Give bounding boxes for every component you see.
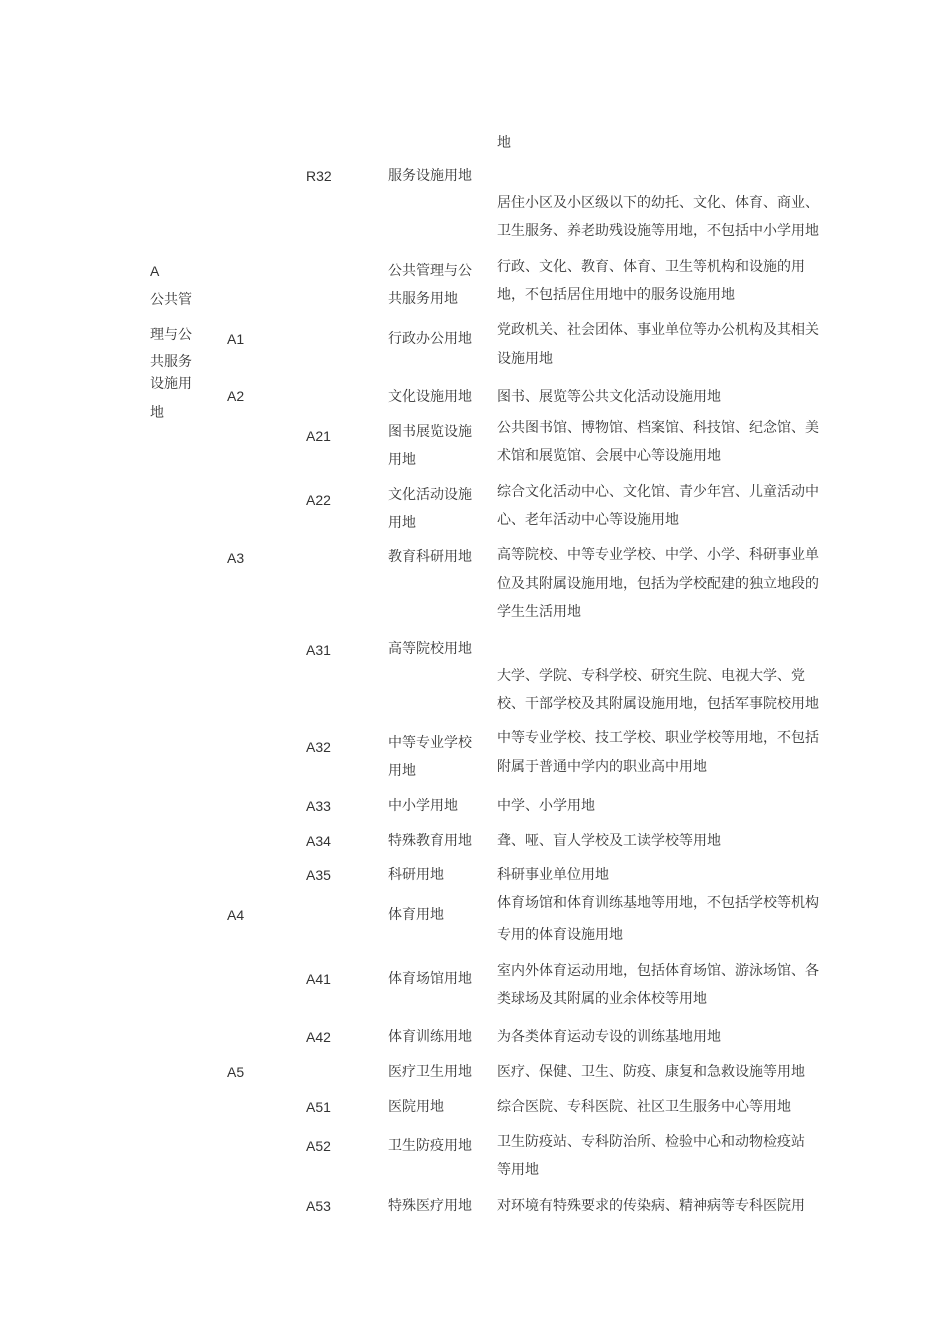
land-code: A5 [227,1064,245,1080]
land-code: A2 [227,388,245,404]
land-code: A35 [306,867,331,883]
land-description-line: 等用地 [497,1162,539,1178]
land-description-line: 校、干部学校及其附属设施用地，包括军事院校用地 [497,696,819,712]
land-description-line: 专用的体育设施用地 [497,927,623,943]
land-description-line: 学生生活用地 [497,604,581,620]
land-description-line: 心、老年活动中心等设施用地 [497,512,679,528]
land-name: 行政办公用地 [388,331,472,347]
land-description-line: 行政、文化、教育、体育、卫生等机构和设施的用 [497,259,805,275]
land-name-line: 中等专业学校 [388,735,472,751]
land-code: A1 [227,331,245,347]
land-name: 文化设施用地 [388,389,472,405]
land-code: A4 [227,907,245,923]
land-description-line: 对环境有特殊要求的传染病、精神病等专科医院用 [497,1198,805,1214]
land-description-line: 附属于普通中学内的职业高中用地 [497,759,707,775]
land-description-line: 设施用地 [497,351,553,367]
land-description-line: 医疗、保健、卫生、防疫、康复和急救设施等用地 [497,1064,805,1080]
land-code: A42 [306,1029,331,1045]
land-name-line: 文化活动设施 [388,487,472,503]
land-code: A22 [306,492,331,508]
major-category-code: A [150,263,160,279]
land-description-line: 大学、学院、专科学校、研究生院、电视大学、党 [497,668,805,684]
land-name: 科研用地 [388,867,444,883]
land-name: 卫生防疫用地 [388,1138,472,1154]
land-description-line: 综合文化活动中心、文化馆、青少年宫、儿童活动中 [497,484,819,500]
land-name: 体育用地 [388,907,444,923]
major-category-name-line: 地 [150,405,164,421]
land-description-line: 居住小区及小区级以下的幼托、文化、体育、商业、 [497,195,819,211]
land-code: A21 [306,428,331,444]
land-description-line: 位及其附属设施用地，包括为学校配建的独立地段的 [497,576,819,592]
land-description-line: 术馆和展览馆、会展中心等设施用地 [497,448,721,464]
major-category-name-line: 理与公 [150,327,192,343]
land-name-line: 共服务用地 [388,291,458,307]
land-description-line: 聋、哑、盲人学校及工读学校等用地 [497,833,721,849]
land-name: 教育科研用地 [388,549,472,565]
land-description-line: 科研事业单位用地 [497,867,609,883]
land-name: 服务设施用地 [388,168,472,184]
land-name: 医院用地 [388,1099,444,1115]
land-code: A52 [306,1138,331,1154]
land-code: A3 [227,550,245,566]
land-name: 体育场馆用地 [388,971,472,987]
land-name: 医疗卫生用地 [388,1064,472,1080]
land-description-line: 中学、小学用地 [497,798,595,814]
continued-description: 地 [497,135,511,151]
land-description-line: 地，不包括居住用地中的服务设施用地 [497,287,735,303]
land-description-line: 高等院校、中等专业学校、中学、小学、科研事业单 [497,547,819,563]
land-description-line: 卫生防疫站、专科防治所、检验中心和动物检疫站 [497,1134,805,1150]
land-description-line: 党政机关、社会团体、事业单位等办公机构及其相关 [497,322,819,338]
land-name-line: 用地 [388,452,416,468]
land-code: A34 [306,833,331,849]
land-name-line: 图书展览设施 [388,424,472,440]
land-name-line: 公共管理与公 [388,263,472,279]
land-name-line: 用地 [388,763,416,779]
land-code: A51 [306,1099,331,1115]
land-description-line: 综合医院、专科医院、社区卫生服务中心等用地 [497,1099,791,1115]
land-description-line: 中等专业学校、技工学校、职业学校等用地，不包括 [497,730,819,746]
land-code: A33 [306,798,331,814]
land-description-line: 体育场馆和体育训练基地等用地，不包括学校等机构 [497,895,819,911]
land-description-line: 类球场及其附属的业余体校等用地 [497,991,707,1007]
land-name: 特殊医疗用地 [388,1198,472,1214]
land-name: 中小学用地 [388,798,458,814]
land-name-line: 用地 [388,515,416,531]
major-category-name-line: 公共管 [150,292,192,308]
land-name: 特殊教育用地 [388,833,472,849]
land-description-line: 为各类体育运动专设的训练基地用地 [497,1029,721,1045]
land-description-line: 室内外体育运动用地，包括体育场馆、游泳场馆、各 [497,963,819,979]
major-category-name-line: 设施用 [150,376,192,392]
land-code: A32 [306,739,331,755]
land-description-line: 公共图书馆、博物馆、档案馆、科技馆、纪念馆、美 [497,420,819,436]
land-code: A31 [306,642,331,658]
major-category-name-line: 共服务 [150,354,192,370]
land-name: 体育训练用地 [388,1029,472,1045]
land-description-line: 图书、展览等公共文化活动设施用地 [497,389,721,405]
land-description-line: 卫生服务、养老助残设施等用地，不包括中小学用地 [497,223,819,239]
land-name: 高等院校用地 [388,641,472,657]
land-code: A41 [306,971,331,987]
land-code: R32 [306,168,332,184]
land-code: A53 [306,1198,331,1214]
